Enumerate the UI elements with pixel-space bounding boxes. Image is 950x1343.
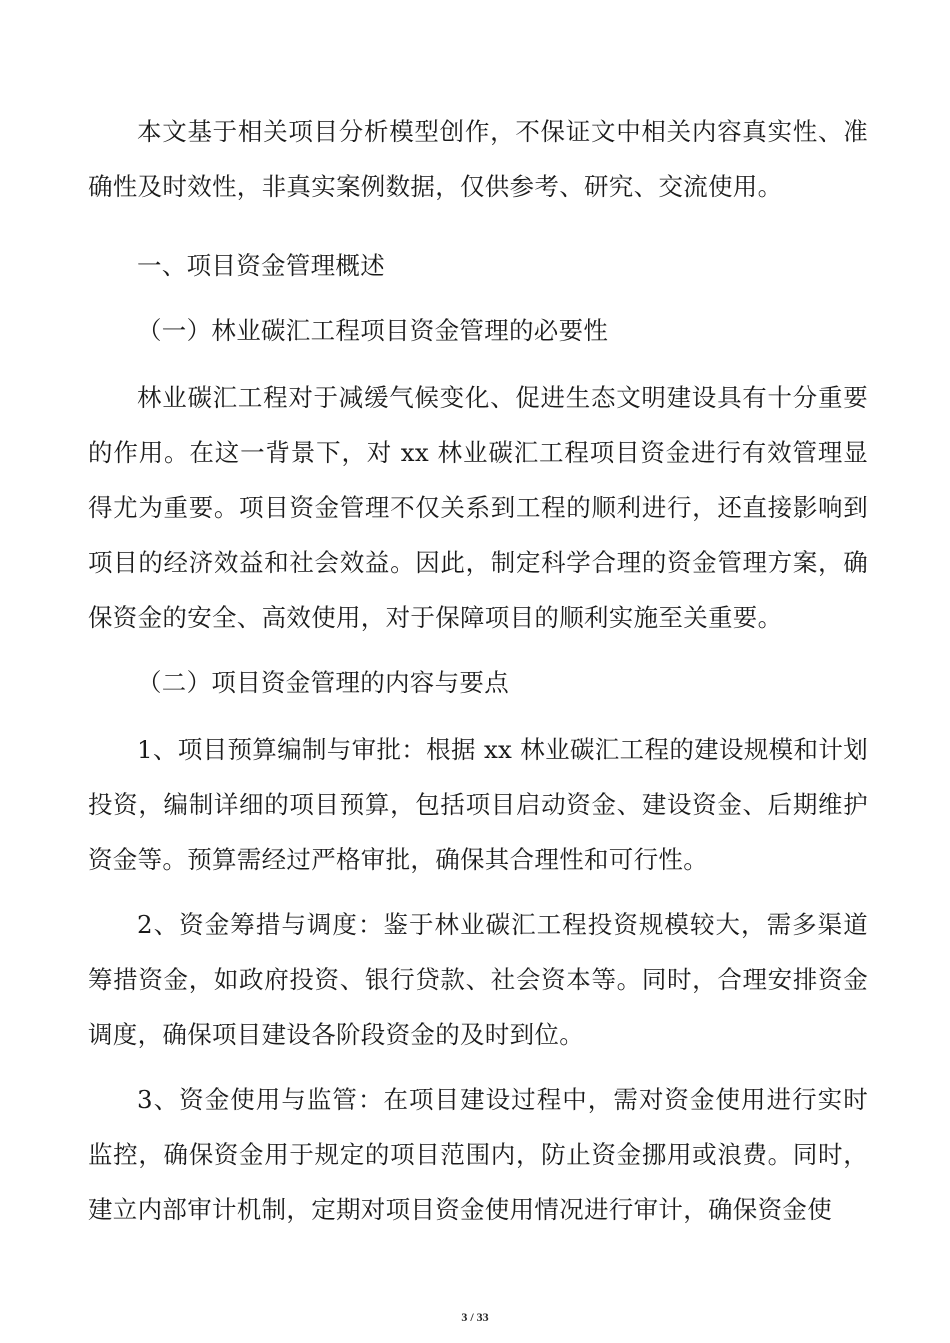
list-item-3: 3、资金使用与监管：在项目建设过程中，需对资金使用进行实时监控，确保资金用于规定的项目范围内，防止资金挪用或浪费。同时，建立内部审计机制，定期对项目资金使用情况进行审计，确保资金使	[88, 1085, 868, 1224]
section-heading: 一、项目资金管理概述	[137, 251, 385, 280]
subsection-heading-1: （一）林业碳汇工程项目资金管理的必要性	[137, 316, 609, 345]
subsection-heading-2: （二）项目资金管理的内容与要点	[137, 668, 509, 697]
list-item-1: 1、项目预算编制与审批：根据 xx 林业碳汇工程的建设规模和计划投资，编制详细的项目预算，包括项目启动资金、建设资金、后期维护资金等。预算需经过严格审批，确保其合理性和可行性。	[88, 735, 868, 874]
list-item-2: 2、资金筹措与调度：鉴于林业碳汇工程投资规模较大，需多渠道筹措资金，如政府投资、银行贷款、社会资本等。同时，合理安排资金调度，确保项目建设各阶段资金的及时到位。	[88, 910, 868, 1049]
body-paragraph-1: 林业碳汇工程对于减缓气候变化、促进生态文明建设具有十分重要的作用。在这一背景下，对 xx 林业碳汇工程项目资金进行有效管理显得尤为重要。项目资金管理不仅关系到工程的顺利进行，还直接影响到项目的经济效益和社会效益。因此，制定科学合理的资金管理方案，确保资金的安全、高效使用，对于保障项目的顺利实施至关重要。	[88, 383, 868, 632]
page-number: 3 / 33	[461, 1310, 489, 1324]
disclaimer-paragraph: 本文基于相关项目分析模型创作，不保证文中相关内容真实性、准确性及时效性，非真实案例数据，仅供参考、研究、交流使用。	[88, 117, 868, 201]
document-body	[88, 104, 868, 1247]
